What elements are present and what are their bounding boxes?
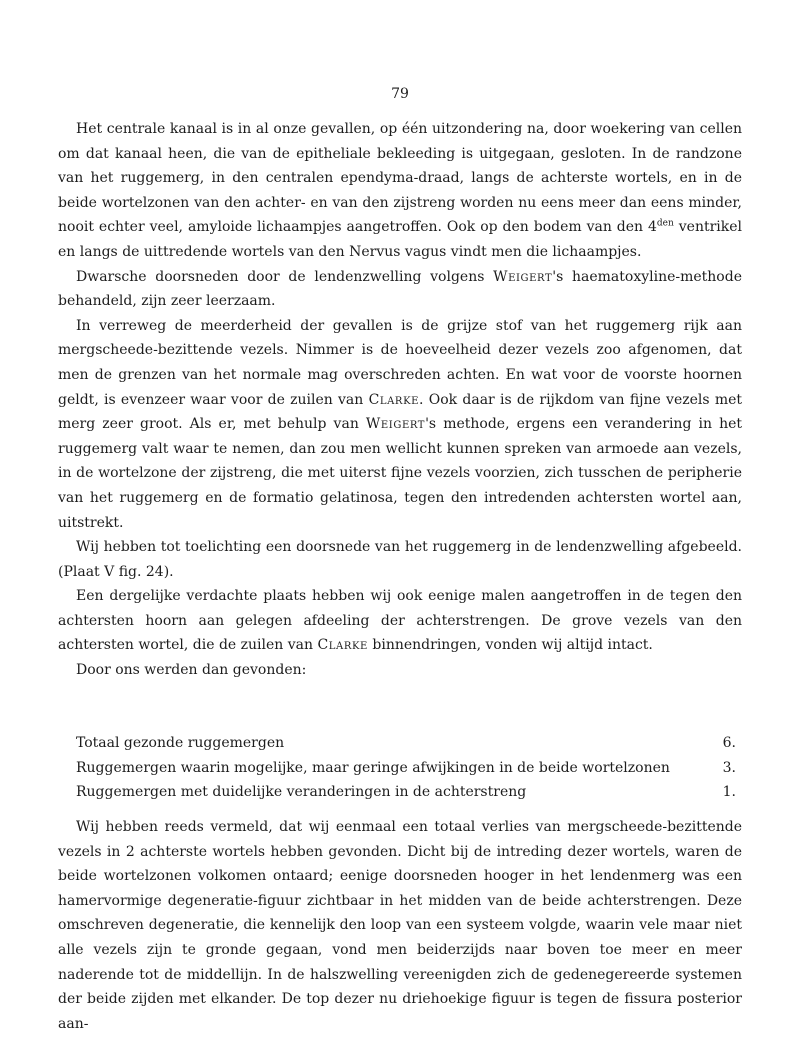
paragraph [58,117,742,265]
tally-row [76,780,736,805]
superscript-text: den [656,218,674,229]
author-name: Weigert [365,416,426,433]
paragraph-text: ventrikel en langs de uittredende wortels van den Nervus vagus vindt men die lichaampjes. [58,219,743,260]
tally-count: 6. [722,735,736,751]
findings-tally [76,731,736,805]
page-number: 79 [391,86,409,102]
paragraph [58,314,742,535]
paragraph [58,265,742,314]
paragraph-text: Door ons werden dan gevonden: [76,662,307,679]
tally-count: 1. [722,784,736,801]
body-text-top [58,117,742,683]
tally-label: Ruggemergen waarin mogelijke, maar geringe afwijkingen in de beide wortelzonen [76,759,670,776]
paragraph-text: Het centrale kanaal is in al onze gevallen, op één uitzondering na, door woekering van cellen om dat kanaal heen, die van de epitheliale bekleeding is uitgegaan, gesloten. In de randzone van het ruggemerg, in den centralen ependyma-draad, langs de achterste wortels, en in de beide wortelzonen van den achter- en van den zijstreng worden nu eens meer dan eens minder, nooit echter veel, amyloide lichaampjes aangetroffen. Ook op den bodem van den 4 [58,121,742,236]
paragraph-text: 's haematoxyline-methode behandeld, zijn zeer leerzaam. [58,268,742,310]
paragraph-text: 's methode, ergens een verandering in het ruggemerg valt waar te nemen, dan zou men wellicht kunnen spreken van armoede aan vezels, in de wortelzone der zijstreng, die met uiterst fijne vezels voorzien, zich tusschen de peripherie van het ruggemerg en de formatio gelatinosa, tegen den intredenden achtersten wortel aan, uitstrekt. [58,416,742,531]
tally-row [76,731,736,756]
paragraph [58,815,742,1036]
paragraph-text: Dwarsche doorsneden door de lendenzwelling volgens [76,268,494,285]
author-name: Weigert [493,268,553,285]
paragraph-text: binnendringen, vonden wij altijd intact. [367,637,653,654]
paragraph-text: . Ook daar is de rijkdom van fijne vezels met merg zeer groot. Als er, met behulp van [58,391,743,433]
author-name: Clarke [368,391,420,408]
tally-count: 3. [722,759,736,776]
author-name: Clarke [317,637,368,654]
tally-row [76,756,736,781]
paragraph-text: Wij hebben reeds vermeld, dat wij eenmaal een totaal verlies van mergscheede-bezittende vezels in 2 achterste wortels hebben gevonden. Dicht bij de intreding dezer wortels, waren de beide wortelzonen volkomen ontaard; eenige doorsneden hooger in het lendenmerg was een hamervormige degeneratie-figuur zichtbaar in het midden van de beide achterstrengen. Deze omschreven degeneratie, die kennelijk den loop van een systeem volgde, waarin vele maar niet alle vezels zijn te gronde gegaan, vond men beiderzijds naar boven toe meer en meer naderende tot de middellijn. In de halszwelling vereenigden zich de gedenegereerde systemen der beide zijden met elkander. De top dezer nu driehoekige figuur is tegen de fissura posterior aan- [58,819,742,1032]
paragraph-text: In verreweg de meerderheid der gevallen is de grijze stof van het ruggemerg rijk aan mergscheede-bezittende vezels. Nimmer is de hoeveelheid dezer vezels zoo afgenomen, dat men de grenzen van het normale mag overschreden achten. En wat voor de voorste hoornen geldt, is evenzeer waar voor de zuilen van [58,317,742,408]
paragraph-text: Wij hebben tot toelichting een doorsnede van het ruggemerg in de lendenzwelling afgebeeld. (Plaat V fig. 24). [58,539,742,580]
tally-label: Ruggemergen met duidelijke veranderingen in de achterstreng [76,784,527,801]
tally-label: Totaal gezonde ruggemergen [76,735,285,751]
paragraph-text: Een dergelijke verdachte plaats hebben wij ook eenige malen aangetroffen in de tegen den achtersten hoorn aan gelegen afdeeling der achterstrengen. De grove vezels van den achtersten wortel, die de zuilen van [58,588,742,654]
paragraph [58,535,742,584]
paragraph [58,658,742,683]
paragraph [58,584,742,658]
body-text-bottom [58,815,742,1036]
